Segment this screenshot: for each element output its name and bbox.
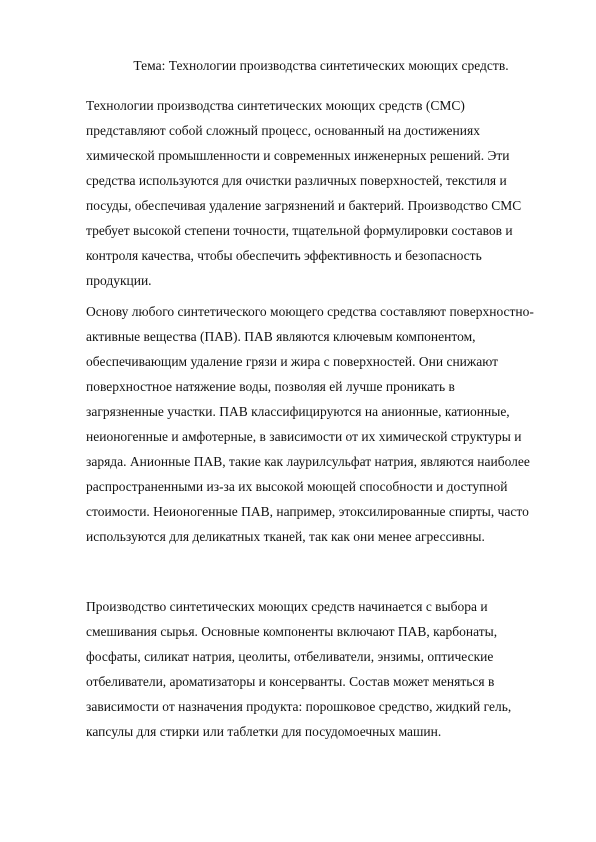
paragraph-3-line-6: капсулы для стирки или таблетки для посудомоечных машин. [86, 724, 442, 739]
paragraph-1-line-7: контроля качества, чтобы обеспечить эффективность и безопасность [86, 248, 482, 263]
paragraph-1-line-2: представляют собой сложный процесс, основанный на достижениях [86, 123, 480, 138]
paragraph-2-line-2: активные вещества (ПАВ). ПАВ являются ключевым компонентом, [86, 329, 476, 344]
paragraph-3-line-3: фосфаты, силикат натрия, цеолиты, отбеливатели, энзимы, оптические [86, 649, 494, 664]
paragraph-1-line-8: продукции. [86, 273, 152, 288]
paragraph-1-line-1: Технологии производства синтетических моющих средств (СМС) [86, 98, 465, 113]
paragraph-2-line-5: загрязненные участки. ПАВ классифицируются на анионные, катионные, [86, 404, 510, 419]
paragraph-2-line-8: распространенными из-за их высокой моющей способности и доступной [86, 479, 508, 494]
paragraph-2-line-9: стоимости. Неионогенные ПАВ, например, этоксилированные спирты, часто [86, 504, 529, 519]
paragraph-2-line-10: используются для деликатных тканей, так как они менее агрессивны. [86, 529, 485, 544]
paragraph-1-line-5: посуды, обеспечивая удаление загрязнений и бактерий. Производство СМС [86, 198, 522, 213]
paragraph-2-line-7: заряда. Анионные ПАВ, такие как лаурилсульфат натрия, являются наиболее [86, 454, 530, 469]
document-title: Тема: Технологии производства синтетических моющих средств. [133, 58, 509, 73]
paragraph-3-line-4: отбеливатели, ароматизаторы и консерванты. Состав может меняться в [86, 674, 495, 689]
paragraph-3-line-2: смешивания сырья. Основные компоненты включают ПАВ, карбонаты, [86, 624, 498, 639]
paragraph-1-line-3: химической промышленности и современных инженерных решений. Эти [86, 148, 510, 163]
paragraph-2-line-3: обеспечивающим удаление грязи и жира с поверхностей. Они снижают [86, 354, 499, 369]
paragraph-2-line-1: Основу любого синтетического моющего средства составляют поверхностно- [86, 304, 534, 319]
paragraph-3-line-5: зависимости от назначения продукта: порошковое средство, жидкий гель, [86, 699, 512, 714]
paragraph-3-line-1: Производство синтетических моющих средств начинается с выбора и [86, 599, 488, 614]
paragraph-1-line-4: средства используются для очистки различных поверхностей, текстиля и [86, 173, 507, 188]
paragraph-1-line-6: требует высокой степени точности, тщательной формулировки составов и [86, 223, 513, 238]
paragraph-2-line-4: поверхностное натяжение воды, позволяя ей лучше проникать в [86, 379, 455, 394]
paragraph-2-line-6: неионогенные и амфотерные, в зависимости от их химической структуры и [86, 429, 522, 444]
